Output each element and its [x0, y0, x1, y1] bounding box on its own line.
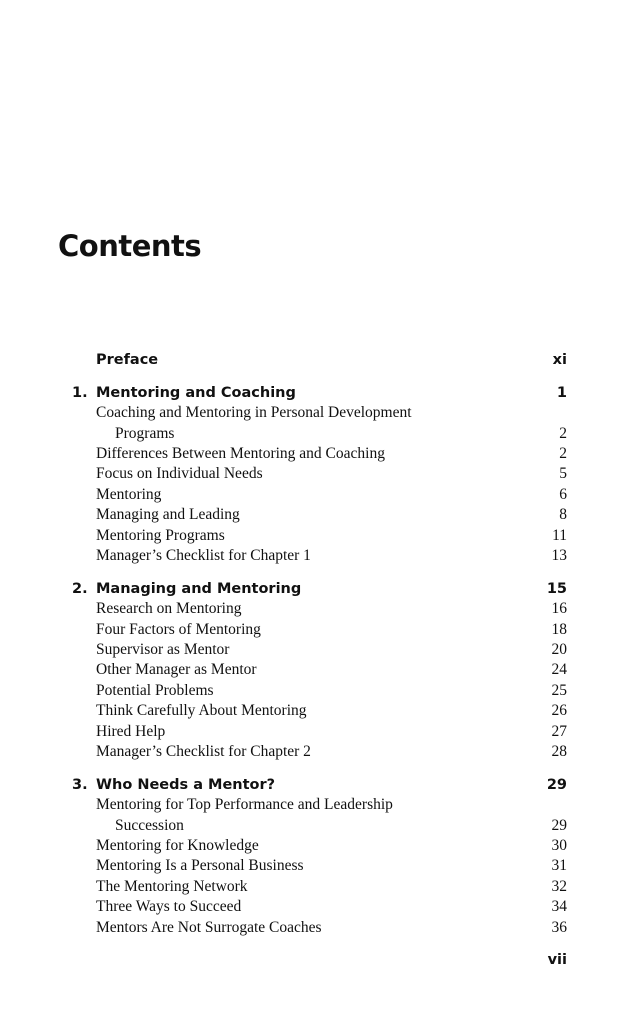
page-reference: 24 — [551, 661, 567, 679]
entry-title: Differences Between Mentoring and Coaching — [96, 445, 385, 462]
toc-entry — [0, 640, 623, 660]
page-reference: 32 — [551, 877, 567, 895]
page-reference: 6 — [559, 485, 567, 503]
toc-entry — [0, 836, 623, 856]
chapter-number: 3. — [72, 776, 88, 793]
entry-title: Programs — [115, 424, 175, 442]
toc-entry — [0, 660, 623, 680]
page-reference: 30 — [551, 837, 567, 854]
entry-title: Hired Help — [96, 722, 166, 740]
chapter-title: Mentoring and Coaching — [96, 384, 296, 401]
toc-entry — [0, 722, 623, 742]
toc-entry — [0, 816, 623, 836]
page-reference: 27 — [551, 722, 567, 740]
toc-entry — [0, 620, 623, 640]
toc-entry — [0, 856, 623, 876]
page-reference: 8 — [559, 506, 567, 524]
chapter-title: Preface — [96, 352, 159, 368]
entry-title: Mentoring for Top Performance and Leadership — [96, 796, 393, 814]
page-reference: 15 — [546, 580, 567, 597]
page-reference: 26 — [551, 702, 567, 720]
page-reference: 28 — [551, 743, 567, 760]
entry-title: Mentoring — [96, 485, 162, 503]
page-reference: 20 — [551, 641, 567, 658]
chapter-number: 2. — [72, 580, 88, 597]
page-reference: 16 — [551, 600, 567, 618]
toc-entry — [0, 681, 623, 701]
page-reference: 1 — [556, 384, 567, 401]
entry-title: Think Carefully About Mentoring — [96, 702, 307, 720]
page-reference: 11 — [552, 526, 567, 544]
chapter-number: 1. — [72, 384, 88, 401]
toc-entry — [0, 403, 623, 423]
entry-title: Coaching and Mentoring in Personal Development — [96, 404, 412, 422]
entry-title: Mentoring Programs — [96, 526, 225, 544]
toc-entry — [0, 464, 623, 484]
page-reference: 31 — [551, 857, 567, 875]
entry-title: Mentors Are Not Surrogate Coaches — [96, 918, 322, 936]
page-reference: 25 — [551, 681, 567, 699]
entry-title: Mentoring for Knowledge — [96, 837, 259, 854]
page-reference: 5 — [559, 465, 567, 483]
page-reference: 29 — [551, 816, 567, 834]
page-reference: xi — [552, 352, 567, 368]
toc-entry — [0, 526, 623, 546]
page-reference: 36 — [551, 918, 567, 936]
entry-title: Research on Mentoring — [96, 600, 242, 618]
toc-entry — [0, 877, 623, 897]
entry-title: Three Ways to Succeed — [96, 898, 242, 916]
chapter-title: Who Needs a Mentor? — [96, 776, 276, 793]
entry-title: Managing and Leading — [96, 506, 240, 524]
page-number: vii — [547, 952, 567, 968]
toc-preface — [0, 350, 623, 370]
toc-entry — [0, 599, 623, 619]
entry-title: Succession — [115, 816, 184, 834]
toc-entry — [0, 444, 623, 464]
page-reference: 29 — [546, 776, 567, 793]
entry-title: Manager’s Checklist for Chapter 1 — [96, 547, 311, 564]
entry-title: Supervisor as Mentor — [96, 641, 230, 658]
toc-chapter-heading — [0, 579, 623, 599]
entry-title: Four Factors of Mentoring — [96, 620, 261, 638]
toc-entry — [0, 485, 623, 505]
toc-entry — [0, 701, 623, 721]
entry-title: Mentoring Is a Personal Business — [96, 857, 304, 875]
page-reference: 18 — [551, 620, 567, 638]
entry-title: Focus on Individual Needs — [96, 465, 263, 483]
page-title: Contents — [58, 229, 202, 263]
toc-chapter-heading — [0, 775, 623, 795]
page-reference: 2 — [559, 445, 567, 462]
toc-entry — [0, 795, 623, 815]
toc-entry — [0, 505, 623, 525]
toc-chapter-heading — [0, 383, 623, 403]
entry-title: Manager’s Checklist for Chapter 2 — [96, 743, 311, 760]
toc-entry — [0, 918, 623, 938]
chapter-title: Managing and Mentoring — [96, 580, 302, 597]
toc-entry — [0, 742, 623, 762]
page-reference: 34 — [551, 898, 567, 916]
entry-title: The Mentoring Network — [96, 877, 248, 895]
page-reference: 2 — [559, 424, 567, 442]
page-reference: 13 — [551, 547, 567, 564]
toc-entry — [0, 897, 623, 917]
entry-title: Potential Problems — [96, 681, 214, 699]
toc-entry — [0, 546, 623, 566]
entry-title: Other Manager as Mentor — [96, 661, 257, 679]
toc-entry — [0, 424, 623, 444]
